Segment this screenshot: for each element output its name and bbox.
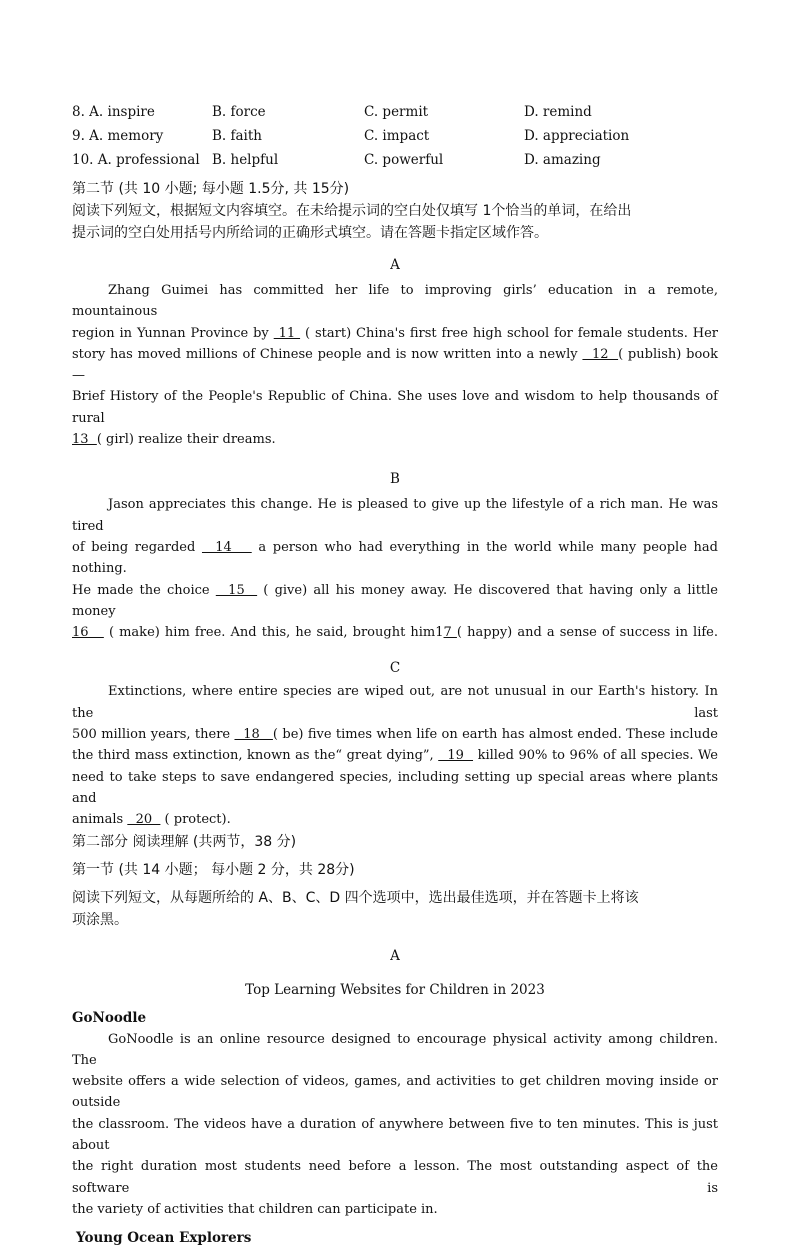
- text-run: a person who had everything in the world while many people had nothing.: [72, 539, 718, 577]
- option-b: B. helpful: [212, 152, 279, 168]
- text-run: ( happy) and a sense of success in life.: [456, 625, 718, 641]
- text-run: ( publish) book—: [72, 346, 718, 384]
- blank-14: 14: [201, 539, 252, 555]
- passage-line: Jason appreciates this change. He is pleased to give up the lifestyle of a rich man. He was tired: [72, 497, 718, 534]
- passage-a: [72, 280, 718, 450]
- passage-line: Zhang Guimei has committed her life to improving girls’ education in a remote, mountainous: [72, 283, 718, 320]
- text-run: 500 million years, there: [72, 727, 235, 743]
- passage-line: [72, 323, 718, 344]
- instruction-line: 阅读下列短文，根据短文内容填空。在未给提示词的空白处仅填写 1个恰当的单词，在给出: [72, 203, 632, 219]
- passage-line: [72, 537, 718, 580]
- passage-line: [72, 724, 718, 745]
- passage-line: need to take steps to save endangered species, including setting up special areas where plants and: [72, 769, 718, 806]
- article-title: Top Learning Websites for Children in 2023: [245, 981, 545, 998]
- section1-instructions: [72, 887, 718, 931]
- passage-line: Extinctions, where entire species are wiped out, are not unusual in our Earth's history. In the last: [72, 684, 718, 721]
- text-run: animals: [72, 812, 128, 828]
- blank-16: 16: [72, 625, 104, 641]
- blank-15: 15: [215, 582, 258, 598]
- passage-line: [72, 344, 718, 387]
- passage-b: [72, 494, 718, 643]
- blank-20: 20: [127, 812, 161, 828]
- passage-line: [72, 745, 718, 766]
- blank-18: 18: [234, 727, 273, 743]
- passage-line: GoNoodle is an online resource designed to encourage physical activity among children. The: [72, 1031, 718, 1068]
- text-run: ( make) him free. And this, he said, brought him1: [103, 625, 444, 641]
- text-run: He made the choice: [72, 582, 216, 598]
- text-run: ( give) all his money away. He discovered that having only a little money: [72, 582, 718, 619]
- passage-line: Brief History of the People's Republic of China. She uses love and wisdom to help thousands of rural: [72, 389, 718, 426]
- text-run: story has moved millions of Chinese people and is now written into a newly: [72, 346, 583, 362]
- blank-11: 11: [273, 325, 301, 341]
- section2-instructions: [72, 200, 718, 244]
- text-run: killed 90% to 96% of all species. We: [473, 748, 718, 764]
- text-run: ( be) five times when life on earth has almost ended. These include: [272, 727, 718, 743]
- option-d: D. remind: [524, 104, 592, 120]
- text-run: ( protect).: [160, 812, 231, 828]
- option-a: 9. A. memory: [72, 128, 164, 144]
- passage-line: the right duration most students need before a lesson. The most outstanding aspect of the software is: [72, 1159, 718, 1196]
- passage-b-label: B: [390, 471, 400, 488]
- passage-c: [72, 681, 718, 830]
- passage-line: [72, 429, 718, 450]
- worksheet-page: [72, 100, 718, 1249]
- option-c: C. impact: [364, 128, 430, 144]
- option-b: B. faith: [212, 128, 262, 144]
- blank-13: 13: [72, 432, 97, 448]
- option-c: C. powerful: [364, 152, 444, 168]
- text-run: ( start) China's first free high school for female students. Her: [300, 325, 718, 341]
- gonoodle-paragraph: [72, 1029, 718, 1221]
- option-row: [72, 124, 718, 148]
- text-run: region in Yunnan Province by: [72, 325, 274, 341]
- option-row: [72, 148, 718, 172]
- passage-line: the classroom. The videos have a duration of anywhere between five to ten minutes. This is just about: [72, 1116, 718, 1154]
- blank-12: 12: [582, 346, 619, 362]
- options-block: [72, 100, 718, 172]
- option-row: [72, 100, 718, 124]
- option-c: C. permit: [364, 104, 429, 120]
- passage-line: [72, 809, 718, 830]
- blank-19: 19: [438, 748, 474, 764]
- instruction-line: 项涂黑。: [72, 911, 128, 928]
- section1-header: 第一节 (共 14 小题； 每小题 2 分，共 28分): [72, 861, 355, 878]
- option-b: B. force: [212, 104, 266, 120]
- option-d: D. amazing: [524, 152, 601, 168]
- passage-line: website offers a wide selection of videos, games, and activities to get children moving inside or outside: [72, 1074, 718, 1111]
- text-run: the third mass extinction, known as the“ great dying”,: [72, 748, 439, 764]
- option-a: 10. A. professional: [72, 152, 200, 168]
- blank-17: 7: [443, 625, 457, 641]
- passage-c-label: C: [389, 660, 401, 677]
- section2-header: 第二节 (共 10 小题; 每小题 1.5分, 共 15分): [72, 181, 350, 197]
- option-d: D. appreciation: [524, 128, 630, 144]
- text-run: ( girl) realize their dreams.: [96, 432, 276, 448]
- heading-young-ocean-explorers: Young Ocean Explorers: [76, 1230, 252, 1247]
- part2-header: 第二部分 阅读理解 (共两节，38 分): [72, 833, 297, 850]
- text-run: of being regarded: [72, 539, 202, 555]
- passage-a-label: A: [390, 257, 400, 273]
- instruction-line: 提示词的空白处用括号内所给词的正确形式填空。请在答题卡指定区域作答。: [72, 225, 548, 241]
- reading-a-label: A: [390, 947, 400, 964]
- option-a: 8. A. inspire: [72, 104, 155, 120]
- passage-line: the variety of activities that children can participate in.: [72, 1201, 438, 1217]
- passage-line: [72, 580, 718, 623]
- heading-gonoodle: GoNoodle: [72, 1009, 147, 1026]
- passage-line: [72, 622, 718, 643]
- instruction-line: 阅读下列短文，从每题所给的 A、B、C、D 四个选项中，选出最佳选项，并在答题卡上将该: [72, 889, 639, 906]
